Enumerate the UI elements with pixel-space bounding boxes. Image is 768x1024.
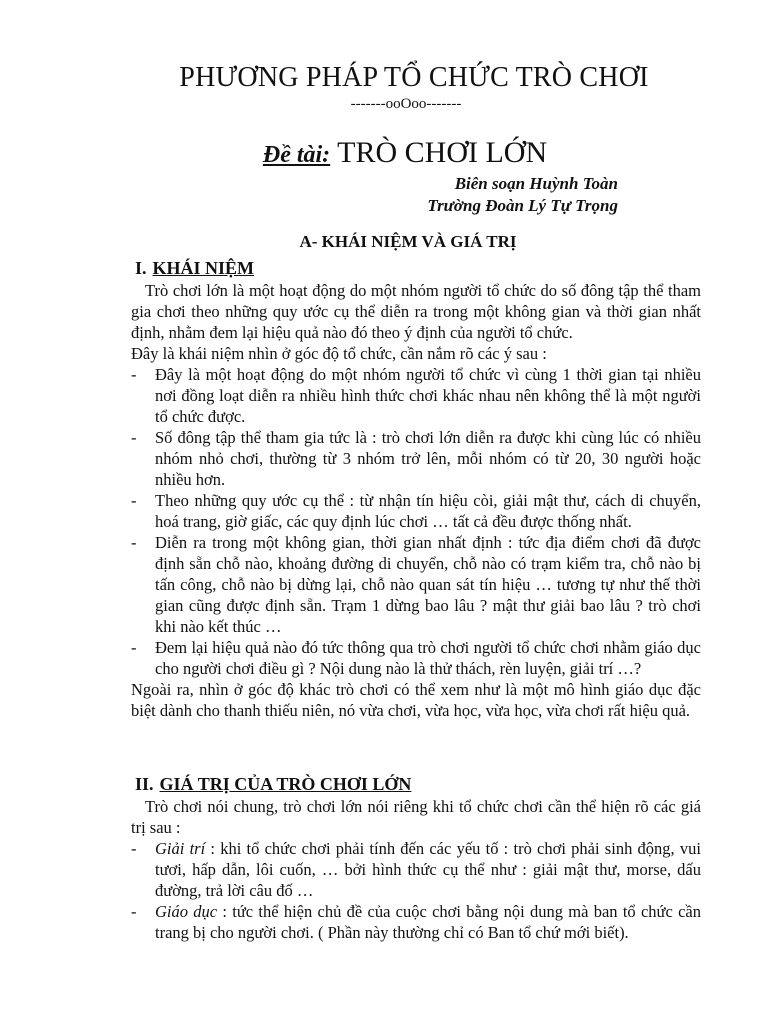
- list-item-text: Đem lại hiệu quả nào đó tức thông qua trò chơi người tổ chức chơi nhằm giáo dục cho người chơi điều gì ? Nội dung nào là thử thách, rèn luyện, giải trí …?: [155, 638, 701, 678]
- document-title: PHƯƠNG PHÁP TỔ CHỨC TRÒ CHƠI: [179, 62, 649, 93]
- list-item-text: Diễn ra trong một không gian, thời gian nhất định : tức địa điểm chơi đã được định sẵn chỗ nào, khoảng đường di chuyển, chỗ nào có trạm kiểm tra, chỗ nào bị tấn công, chỗ nào bị dừng lại, chỗ nào quan sát tín hiệu … tương tự như thế thời gian cũng được định sẵn. Trạm 1 dừng bao lâu ? mật thư giải bao lâu ? trò chơi khi nào kết thúc …: [155, 533, 701, 636]
- section-2-title: GIÁ TRỊ CỦA TRÒ CHƠI LỚN: [159, 774, 412, 794]
- section-2-intro: Trò chơi nói chung, trò chơi lớn nói riêng khi tổ chức chơi cần thể hiện rõ các giá trị sau :: [131, 797, 701, 837]
- list-item: [131, 364, 701, 427]
- section-1-number: I.: [135, 258, 147, 278]
- list-item: [131, 838, 701, 901]
- list-item: [131, 490, 701, 532]
- list-item-text: : khi tổ chức chơi phải tính đến các yếu tố : trò chơi phải sinh động, vui tươi, hấp dẫn, lôi cuốn, … bởi hình thức cụ thể như : giải mật thư, morse, dấu đường, trả lời câu đố …: [155, 839, 701, 900]
- bullet-dash: -: [131, 491, 137, 510]
- section-1-intro: Trò chơi lớn là một hoạt động do một nhóm người tổ chức do số đông tập thể tham gia chơi theo những quy ước cụ thể diễn ra trong một không gian và thời gian nhất định, nhằm đem lại hiệu quả nào đó theo ý định của người tổ chức.: [131, 281, 701, 342]
- bullet-dash: -: [131, 902, 137, 921]
- section-1-outro: Ngoài ra, nhìn ở góc độ khác trò chơi có thể xem như là một mô hình giáo dục đặc biệt dành cho thanh thiếu niên, nó vừa chơi, vừa học, vừa học, vừa chơi rất hiệu quả.: [131, 680, 701, 720]
- bullet-dash: -: [131, 839, 137, 858]
- bullet-dash: -: [131, 638, 137, 657]
- list-item-text: Số đông tập thể tham gia tức là : trò chơi lớn diễn ra được khi cùng lúc có nhiều nhóm nhỏ chơi, thường từ 3 nhóm trở lên, mỗi nhóm có từ 20, 30 người hoặc nhiều hơn.: [155, 428, 701, 489]
- list-item: [131, 427, 701, 490]
- bullet-dash: -: [131, 533, 137, 552]
- section-2-heading: [135, 774, 411, 795]
- section-a-heading: A- KHÁI NIỆM VÀ GIÁ TRỊ: [299, 232, 517, 251]
- section-1-body: [131, 280, 701, 721]
- topic-text: TRÒ CHƠI LỚN: [337, 136, 548, 169]
- section-1-lead: Đây là khái niệm nhìn ở góc độ tổ chức, cần nắm rõ các ý sau :: [131, 344, 547, 363]
- school-credit: Trường Đoàn Lý Tự Trọng: [427, 196, 618, 215]
- section-1-heading: [135, 258, 254, 279]
- list-item-text: Đây là một hoạt động do một nhóm người tổ chức vì cùng 1 thời gian tại nhiều nơi đồng loạt diễn ra nhiều hình thức chơi khác nhau nên không thể là một người tổ chức được.: [155, 365, 701, 426]
- section-2-number: II.: [135, 774, 154, 794]
- bullet-dash: -: [131, 428, 137, 447]
- title-divider: -------ooOoo-------: [350, 96, 462, 112]
- list-item: [131, 901, 701, 943]
- topic-heading: [0, 136, 768, 170]
- list-item-term: Giải trí: [155, 839, 206, 858]
- section-2-body: [131, 796, 701, 943]
- topic-label: Đề tài:: [262, 142, 331, 168]
- list-item: [131, 637, 701, 679]
- bullet-dash: -: [131, 365, 137, 384]
- list-item-text: : tức thể hiện chủ đề của cuộc chơi bằng nội dung mà ban tổ chức cần trang bị cho người chơi. ( Phần này thường chỉ có Ban tổ chứ mới biết).: [155, 902, 701, 942]
- list-item-term: Giáo dục: [155, 902, 218, 921]
- list-item-text: Theo những quy ước cụ thể : từ nhận tín hiệu còi, giải mật thư, cách di chuyển, hoá trang, giờ giấc, các quy định lúc chơi … tất cả đều được thống nhất.: [155, 491, 701, 531]
- author-credit: Biên soạn Huỳnh Toàn: [454, 174, 618, 193]
- list-item: [131, 532, 701, 637]
- section-1-title: KHÁI NIỆM: [152, 258, 255, 278]
